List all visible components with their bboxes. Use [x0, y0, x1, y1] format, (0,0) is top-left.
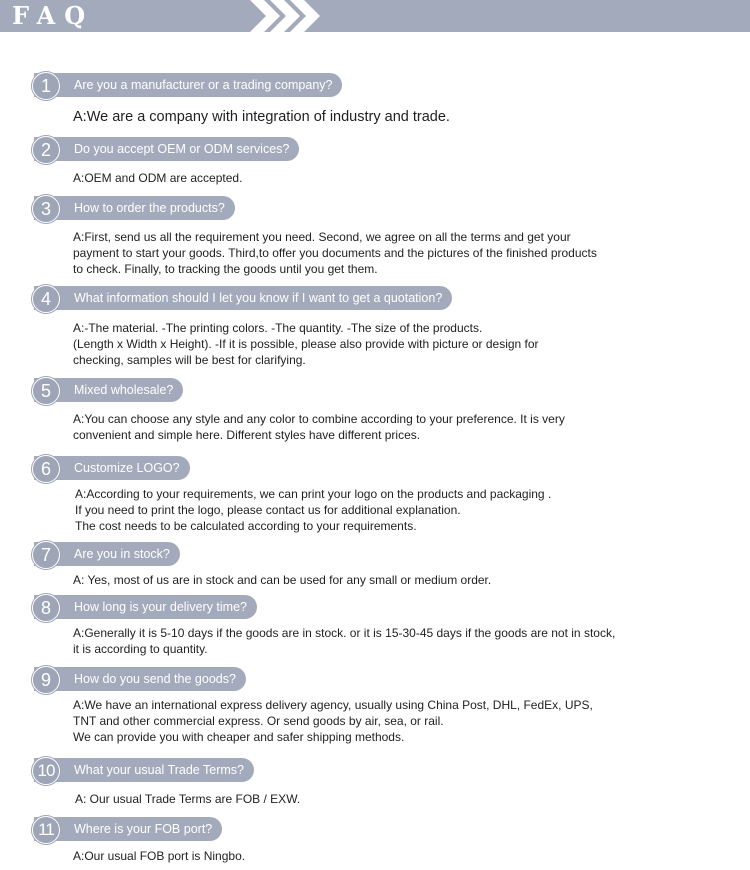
question-pill: [34, 73, 342, 97]
question-text: What information should I let you know if I want to get a quotation?: [74, 291, 443, 305]
faq-title: FAQ: [12, 1, 95, 30]
question-number-badge: 3: [32, 195, 60, 223]
question-number-badge: 9: [32, 666, 60, 694]
answer-text: [73, 229, 597, 277]
question-text: Where is your FOB port?: [74, 822, 213, 836]
question-pill: [34, 667, 246, 691]
question-pill: [34, 196, 235, 220]
question-number-badge: 4: [32, 285, 60, 313]
answer-text: [73, 625, 615, 657]
question-number-badge: 2: [32, 136, 60, 164]
question-number-badge: 7: [32, 541, 60, 569]
question-number-badge: 5: [32, 377, 60, 405]
answer-line: A:You can choose any style and any color to combine according to your preference. It is very: [73, 412, 565, 426]
chevron-arrows-icon: [250, 0, 340, 32]
question-text: How long is your delivery time?: [74, 600, 247, 614]
answer-line: A:Our usual FOB port is Ningbo.: [73, 849, 246, 863]
question-pill: [34, 137, 299, 161]
question-text: Do you accept OEM or ODM services?: [74, 142, 290, 156]
answer-line: A:-The material. -The printing colors. -The quantity. -The size of the products.: [73, 321, 483, 335]
question-text: How to order the products?: [74, 201, 225, 215]
question-number-badge: 11: [32, 816, 60, 844]
answer-line: to check. Finally, to tracking the goods until you get them.: [73, 262, 378, 276]
answer-text: [73, 170, 242, 186]
answer-text: [73, 697, 593, 745]
question-text: Are you in stock?: [74, 547, 170, 561]
answer-line: If you need to print the logo, please contact us for additional explanation.: [75, 503, 461, 517]
answer-line: convenient and simple here. Different styles have different prices.: [73, 428, 421, 442]
answer-text: [75, 791, 300, 807]
question-number-badge: 1: [32, 72, 60, 100]
answer-line: The cost needs to be calculated according to your requirements.: [75, 519, 417, 533]
question-text: Mixed wholesale?: [74, 383, 174, 397]
question-pill: [34, 286, 452, 310]
answer-line: A:We have an international express delivery agency, usually using China Post, DHL, FedEx, UPS,: [73, 698, 593, 712]
answer-line: (Length x Width x Height). -If it is possible, please also provide with picture or design for: [73, 337, 539, 351]
answer-line: payment to start your goods. Third,to offer you documents and the pictures of the finished products: [73, 246, 597, 260]
answer-line: We can provide you with cheaper and safer shipping methods.: [73, 730, 405, 744]
faq-header-bar: [0, 0, 750, 32]
answer-line: A:First, send us all the requirement you need. Second, we agree on all the terms and get your: [73, 230, 571, 244]
answer-text: [73, 108, 450, 126]
question-text: Customize LOGO?: [74, 461, 180, 475]
answer-text: [73, 411, 565, 443]
question-text: How do you send the goods?: [74, 672, 236, 686]
answer-line: A: Yes, most of us are in stock and can be used for any small or medium order.: [73, 573, 492, 587]
answer-line: A: Our usual Trade Terms are FOB / EXW.: [75, 792, 301, 806]
answer-line: A:Generally it is 5-10 days if the goods are in stock. or it is 15-30-45 days if the goods are not in stock,: [73, 626, 616, 640]
answer-line: it is according to quantity.: [73, 642, 208, 656]
question-text: Are you a manufacturer or a trading company?: [74, 78, 333, 92]
question-number-badge: 6: [32, 455, 60, 483]
answer-line: TNT and other commercial express. Or send goods by air, sea, or rail.: [73, 714, 444, 728]
answer-text: [73, 572, 491, 588]
answer-text: [75, 486, 551, 534]
answer-text: [73, 848, 245, 864]
answer-line: checking, samples will be best for clarifying.: [73, 353, 306, 367]
answer-line: A:We are a company with integration of industry and trade.: [73, 109, 450, 125]
question-number-badge: 8: [32, 594, 60, 622]
question-number-badge: 10: [32, 757, 60, 785]
answer-line: A:According to your requirements, we can print your logo on the products and packaging .: [75, 487, 552, 501]
question-text: What your usual Trade Terms?: [74, 763, 244, 777]
answer-text: [73, 320, 539, 368]
question-pill: [34, 817, 222, 841]
question-pill: [34, 758, 254, 782]
question-pill: [34, 595, 257, 619]
answer-line: A:OEM and ODM are accepted.: [73, 171, 243, 185]
